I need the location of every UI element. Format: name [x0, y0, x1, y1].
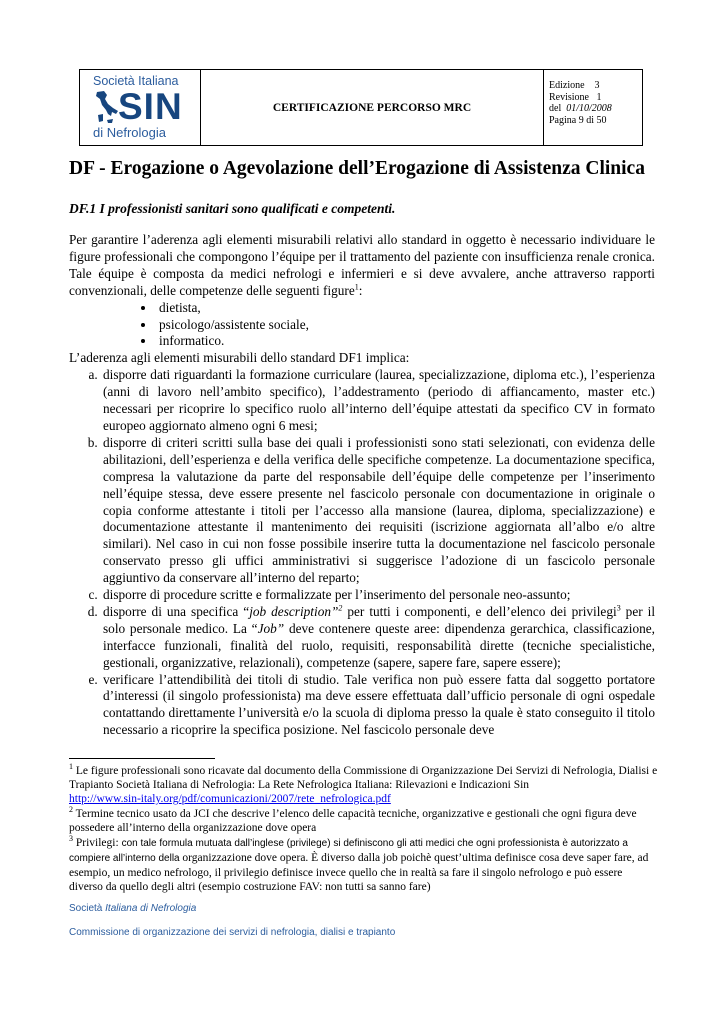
- footnote-1: $^1$ Le figure professionali sono ricavate dal documento della Commissione di Organizzazione Dei Servizi di Nefrologia, Dialisi e Trapianto Società Italiana di Nefrologia: La Rete Nefrologica Italiana: Rilevazioni e Indicazioni Sin http://www.sin-italy.org/pdf/comunicazioni/2007/rete_nefrologica.pdf: [69, 762, 658, 805]
- document-header: [79, 69, 643, 146]
- footnote-divider: [69, 758, 215, 759]
- footnotes: [69, 764, 659, 895]
- footer-commission: Commissione di organizzazione dei servizi di nefrologia, dialisi e trapianto: [69, 927, 396, 938]
- body-text: [69, 232, 655, 739]
- section-subheading: DF.1 I professionisti sanitari sono qualificati e competenti.: [69, 201, 396, 216]
- section-heading: DF - Erogazione o Agevolazione dell’Erogazione di Assistenza Clinica: [69, 158, 645, 179]
- list-item: • dietista,: [156, 300, 655, 317]
- logo-mark: SIN: [118, 86, 183, 127]
- requirement-c: c. disporre di procedure scritte e formalizzate per l’inserimento del personale neo-assunto;: [101, 587, 655, 604]
- footnote-ref-1[interactable]: 1: [354, 282, 359, 292]
- requirement-a: a. disporre dati riguardanti la formazione curriculare (laurea, specializzazione, diploma etc.), l’esperienza (anni di lavoro nell’ambito specifico), l’addestramento (periodo di affiancamento, master etc.) necessari per ricoprire lo specifico ruolo all’interno dell’équipe attestati da specifico CV in formato europeo aggiornato almeno ogni 6 mesi;: [101, 367, 655, 435]
- list-item: • psicologo/assistente sociale,: [156, 317, 655, 334]
- footnote-2: $^2$ Termine tecnico usato da JCI che descrive l’elenco delle capacità tecniche, organizzative e gestionali che ogni figura deve possedere all’interno della organizzazione dove opera: [69, 805, 637, 834]
- footer-society: Società Italiana di Nefrologia: [69, 903, 197, 914]
- requirements-list: [69, 367, 655, 739]
- footnote-ref-3[interactable]: 3: [616, 603, 621, 613]
- logo-line1: Società Italiana: [93, 74, 179, 88]
- footnote-3: $^3$ Privilegi: con tale formula mutuata dall’inglese (privilege) si definiscono gli atti medici che ogni professionista è autorizzato a compiere all’interno della organizzazione dove opera. È diverso dalla job poichè quest’ultima definisce cosa deve saper fare, ad esempio, un medico nefrologo, il privilegio definisce invece quello che in realtà sa fare il singolo nefrologo e può essere diverso da quello degli altri (esempio costruzione FAV: non tutti sa sanno fare): [69, 834, 649, 893]
- date-label: del: [549, 103, 562, 115]
- edition-label: Edizione: [549, 80, 585, 91]
- requirement-b: b. disporre di criteri scritti sulla base dei quali i professionisti sono stati selezionati, con evidenza delle abilitazioni, dell’esperienza e della verifica delle specifiche competenze. La documentazione specifica, compresa la valutazione da parte del responsabile dell’équipe delle competenze per l’inserimento nell’équipe stessa, deve essere presente nel fascicolo personale con documentazione in originale o copia conforme attestante i titoli per l’accesso alla mansione (laurea, diploma, specializzazione) e documentazione attestante il mantenimento dei requisiti (iscrizione aggiornata all’albo e/o altre similari). Nel caso in cui non fosse possibile inserire tutta la documentazione nel fascicolo personale conservato presso gli uffici amministrativi si suggerisce l’adozione di un fascicolo personale aggiuntivo da conservare all’interno del reparto;: [101, 435, 655, 587]
- logo-line3: di Nefrologia: [93, 125, 166, 140]
- requirement-e: e. verificare l’attendibilità dei titoli di studio. Tale verifica non può essere fatta dal soggetto portatore d’interessi (il singolo professionista) ma deve essere effettuata dall’ufficio personale di ogni ospedale contattando direttamente l’università e/o la scuola di diploma presso la quale è stato conseguito il titolo necessario a ricoprire la specifica posizione. Nel fascicolo personale deve: [101, 672, 655, 740]
- edition-info: [544, 70, 642, 145]
- date-value: 01/10/2008: [566, 103, 612, 115]
- footnote-1-link[interactable]: http://www.sin-italy.org/pdf/comunicazioni/2007/rete_nefrologica.pdf: [69, 793, 391, 805]
- intro-paragraph: Per garantire l’aderenza agli elementi misurabili relativi allo standard in oggetto è necessario individuare le figure professionali che compongono l’équipe per il trattamento del paziente con insufficienza renale cronica. Tale équipe è composta da medici nefrologi e infermieri e si deve avvalere, anche attraverso rapporti convenzionali, delle competenze delle seguenti figure$^1$:: [69, 232, 655, 298]
- footnote-ref-2[interactable]: 2: [338, 603, 343, 613]
- edition-value: 3: [594, 80, 600, 91]
- italy-map-icon: [94, 90, 120, 124]
- requirements-intro: L’aderenza agli elementi misurabili dello standard DF1 implica:: [69, 350, 410, 366]
- roles-list: [69, 300, 655, 351]
- page-number: Pagina 9 di 50: [549, 114, 607, 126]
- sin-logo: [80, 70, 201, 145]
- revision-label: Revisione: [549, 91, 589, 103]
- list-item: • informatico.: [156, 333, 655, 350]
- revision-value: 1: [596, 91, 602, 103]
- document-title: CERTIFICAZIONE PERCORSO MRC: [201, 70, 544, 145]
- requirement-d: d. disporre di una specifica “job description”$^2$ per tutti i componenti, e dell’elenco dei privilegi$^3$ per il solo personale medico. La “Job” deve contenere queste aree: dipendenza gerarchica, classificazione, interfacce funzionali, finalità del ruolo, requisiti, responsabilità dirette (tecniche specialistiche, gestionali, organizzative, relazionali), competenze (sapere, sapere fare, sapere essere);: [101, 604, 655, 672]
